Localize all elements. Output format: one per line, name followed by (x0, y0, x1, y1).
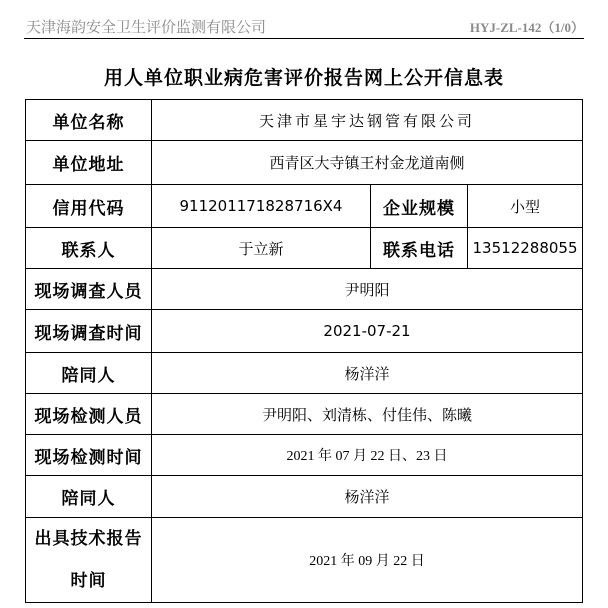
label-detection-time: 现场检测时间 (26, 435, 152, 476)
document-title: 用人单位职业病危害评价报告网上公开信息表 (103, 67, 504, 89)
label-survey-time: 现场调查时间 (26, 310, 152, 353)
label-unit-name: 单位名称 (26, 100, 152, 141)
label-detection-staff: 现场检测人员 (26, 394, 152, 435)
table-row-report-time (26, 518, 583, 603)
value-credit-code: 911201171828716X4 (152, 185, 371, 228)
value-survey-escort: 杨洋洋 (152, 353, 583, 394)
label-survey-staff: 现场调查人员 (26, 269, 152, 310)
table-row-detection-staff (26, 394, 583, 435)
value-survey-staff: 尹明阳 (152, 269, 583, 310)
table-row-unit-name (26, 100, 583, 141)
label-credit-code: 信用代码 (26, 185, 152, 228)
label-contact-phone: 联系电话 (371, 228, 468, 269)
value-detection-staff: 尹明阳、刘清栋、付佳伟、陈曦 (152, 394, 583, 435)
value-unit-name: 天津市星宇达钢管有限公司 (152, 100, 583, 141)
document-code: HYJ-ZL-142（1/0） (469, 20, 584, 35)
label-survey-escort: 陪同人 (26, 353, 152, 394)
info-table (25, 99, 583, 603)
header-divider (24, 38, 584, 39)
table-row-survey-time (26, 310, 583, 353)
label-report-time-line1: 出具技术报告 (34, 529, 143, 549)
label-enterprise-scale: 企业规模 (371, 185, 468, 228)
label-report-time-line2: 时间 (70, 571, 107, 591)
value-enterprise-scale: 小型 (468, 185, 583, 228)
table-row-credit-code (26, 185, 583, 228)
value-survey-time: 2021-07-21 (152, 310, 583, 353)
value-report-time: 2021 年 09 月 22 日 (152, 518, 583, 603)
label-report-time (26, 518, 152, 603)
table-row-unit-address (26, 141, 583, 185)
value-detection-escort: 杨洋洋 (152, 476, 583, 518)
label-unit-address: 单位地址 (26, 141, 152, 185)
table-row-detection-time (26, 435, 583, 476)
value-detection-time: 2021 年 07 月 22 日、23 日 (152, 435, 583, 476)
table-row-contact (26, 228, 583, 269)
value-contact-person: 于立新 (152, 228, 371, 269)
table-row-survey-escort (26, 353, 583, 394)
label-detection-escort: 陪同人 (26, 476, 152, 518)
label-contact-person: 联系人 (26, 228, 152, 269)
table-row-detection-escort (26, 476, 583, 518)
company-header: 天津海韵安全卫生评价监测有限公司 (26, 18, 267, 36)
table-row-survey-staff (26, 269, 583, 310)
value-unit-address: 西青区大寺镇王村金龙道南侧 (152, 141, 583, 185)
value-contact-phone: 13512288055 (468, 228, 583, 269)
